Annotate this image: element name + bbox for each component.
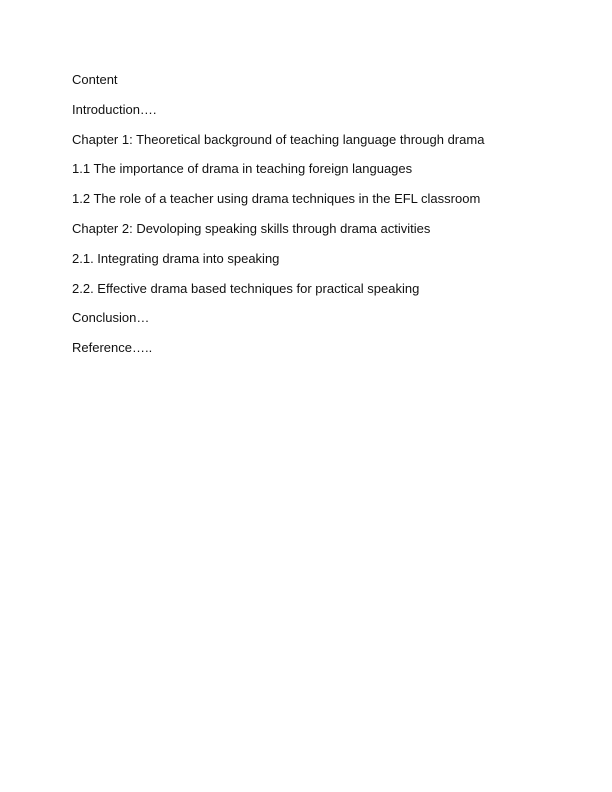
- toc-entry-introduction: Introduction….: [72, 101, 157, 117]
- toc-entry-section-2-1: 2.1. Integrating drama into speaking: [72, 250, 280, 266]
- table-of-contents: [72, 71, 542, 369]
- toc-heading: Content: [72, 72, 118, 87]
- toc-entry-chapter-1: Chapter 1: Theoretical background of teaching language through drama: [72, 131, 485, 147]
- toc-entry-section-1-1: 1.1 The importance of drama in teaching foreign languages: [72, 161, 413, 177]
- toc-entry-section-1-2: 1.2 The role of a teacher using drama techniques in the EFL classroom: [72, 191, 481, 207]
- toc-entry-chapter-2: Chapter 2: Devoloping speaking skills through drama activities: [72, 220, 431, 236]
- toc-entry-reference: Reference…..: [72, 340, 153, 356]
- toc-entry-section-2-2: 2.2. Effective drama based techniques for practical speaking: [72, 280, 420, 296]
- toc-entry-conclusion: Conclusion…: [72, 310, 150, 326]
